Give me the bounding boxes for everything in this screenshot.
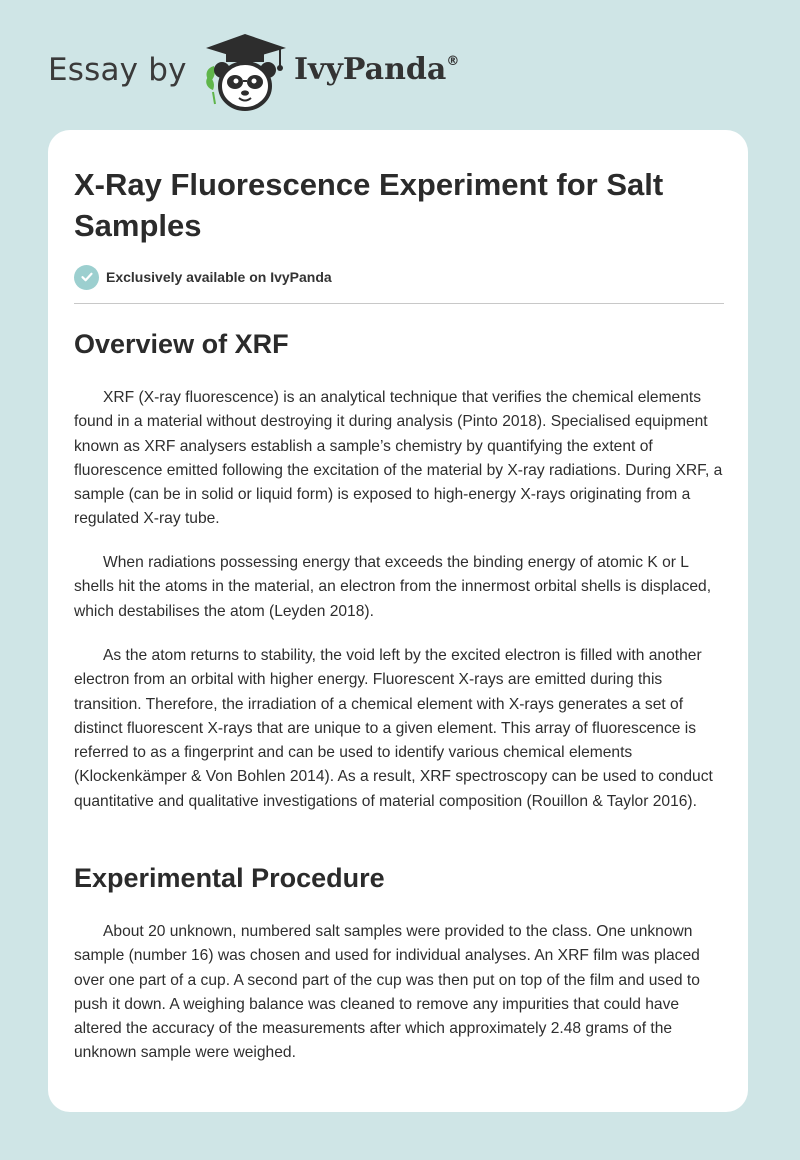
section-heading-overview: Overview of XRF xyxy=(74,329,289,359)
brand-name[interactable] xyxy=(294,52,459,87)
site-header xyxy=(48,30,488,114)
section-heading-procedure: Experimental Procedure xyxy=(74,863,385,893)
essay-title: X-Ray Fluorescence Experiment for Salt Samples xyxy=(74,167,664,243)
essay-by-label: Essay by xyxy=(48,52,187,88)
exclusive-badge xyxy=(74,263,332,291)
brand-text: IvyPanda xyxy=(294,52,447,87)
panda-logo-icon[interactable] xyxy=(200,30,290,114)
exclusive-label: Exclusively available on IvyPanda xyxy=(106,269,332,285)
paragraph: When radiations possessing energy that exceeds the binding energy of atomic K or L shells hit the atoms in the material, an electron from the innermost orbital shells is displaced, which destabilises the atom (Leyden 2018). xyxy=(74,554,712,620)
title-divider xyxy=(74,303,724,304)
registered-mark: ® xyxy=(446,54,460,69)
essay-card xyxy=(48,130,748,1112)
paragraph: As the atom returns to stability, the void left by the excited electron is filled with another electron from an orbital with higher energy. Fluorescent X-rays are emitted during this transition. Therefore, the irradiation of a chemical element with X-rays generates a set of distinct fluorescent X-rays that are unique to a given element. This array of fluorescence is referred to as a fingerprint and can be used to identify various chemical elements (Klockenkämper & Von Bohlen 2014). As a result, XRF spectroscopy can be used to conduct quantitative and qualitative investigations of material composition (Rouillon & Taylor 2016). xyxy=(74,647,713,810)
check-circle-icon xyxy=(74,265,99,290)
paragraph: XRF (X-ray fluorescence) is an analytical technique that verifies the chemical elements found in a material without destroying it during analysis (Pinto 2018). Specialised equipment known as XRF analysers establish a sample’s chemistry by quantifying the extent of fluorescence emitted following the excitation of the material by X-ray radiations. During XRF, a sample (can be in solid or liquid form) is exposed to high-energy X-rays originating from a regulated X-ray tube. xyxy=(74,389,723,528)
paragraph: About 20 unknown, numbered salt samples were provided to the class. One unknown sample (number 16) was chosen and used for individual analyses. An XRF film was placed over one part of a cup. A second part of the cup was then put on top of the film and used to push it down. A weighing balance was cleaned to remove any impurities that could have altered the accuracy of the measurements after which approximately 2.48 grams of the unknown sample were weighed. xyxy=(74,923,700,1062)
